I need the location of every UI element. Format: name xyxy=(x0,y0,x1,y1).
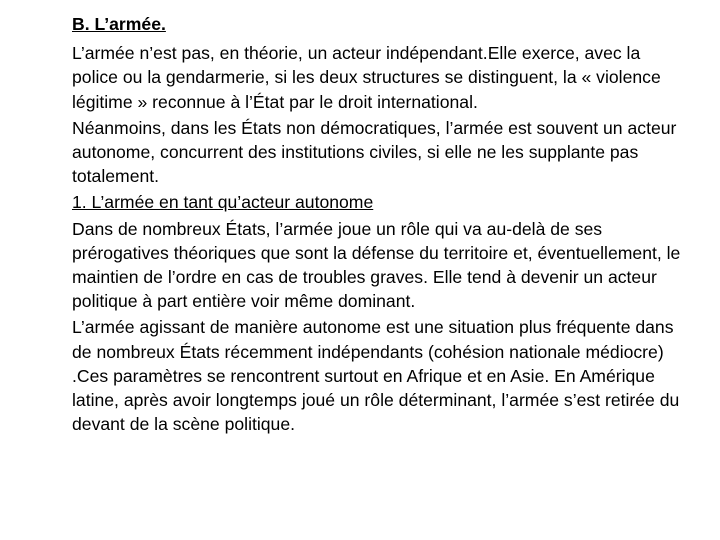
subsection-heading: 1. L’armée en tant qu’acteur autonome xyxy=(72,192,374,213)
paragraph-etats-non-democratiques: Néanmoins, dans les États non démocratiques, l’armée est souvent un acteur autonome, concurrent des institutions civiles, si elle ne les supplante pas totalement. xyxy=(72,117,677,187)
slide-content xyxy=(72,12,682,438)
paragraph-role-theorique: L’armée n’est pas, en théorie, un acteur indépendant.Elle exerce, avec la police ou la gendarmerie, si les deux structures se distinguent, la « violence légitime » reconnue à l’État par le droit international. xyxy=(72,43,661,112)
paragraph-etats-independants: L’armée agissant de manière autonome est une situation plus fréquente dans de nombreux États récemment indépendants (cohésion nationale médiocre) .Ces paramètres se rencontrent surtout en Afrique et en Asie. En Amérique latine, après avoir longtemps joué un rôle déterminant, l’armée s’est retirée du devant de la scène politique. xyxy=(72,317,680,435)
paragraph-role-politique: Dans de nombreux États, l’armée joue un rôle qui va au-delà de ses prérogatives théoriques que sont la défense du territoire et, éventuellement, le maintien de l’ordre en cas de troubles graves. Elle tend à devenir un acteur politique à part entière voir même dominant. xyxy=(72,218,681,312)
section-heading: B. L’armée. xyxy=(72,14,166,34)
